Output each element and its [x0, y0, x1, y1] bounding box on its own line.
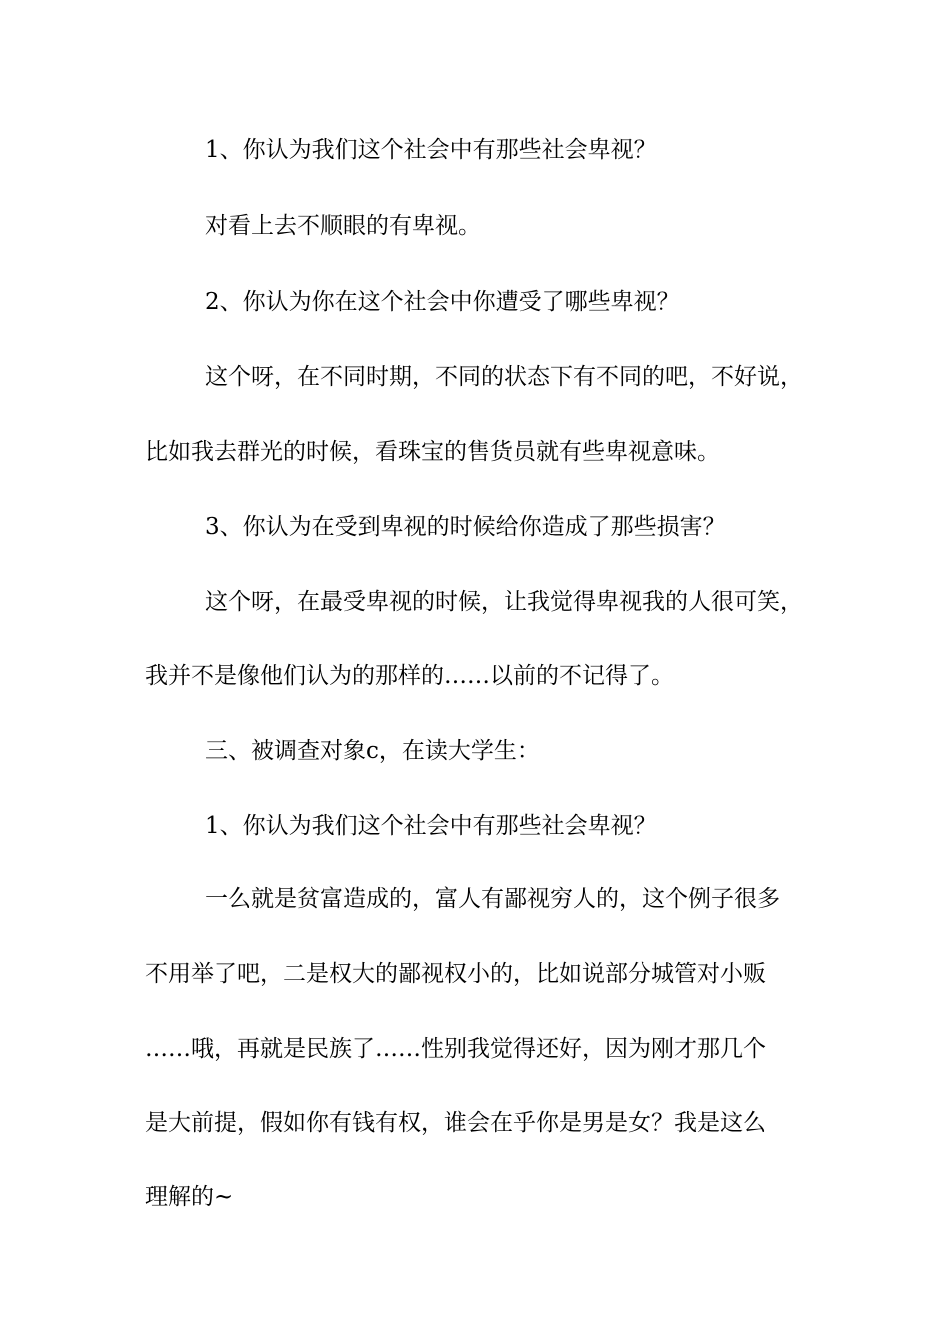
question-3: 3、你认为在受到卑视的时候给你造成了那些损害？ — [205, 514, 726, 540]
answer-3-line-2: 我并不是像他们认为的那样的……以前的不记得了。 — [145, 663, 674, 689]
answer-c-1-line-3: ……哦，再就是民族了……性别我觉得还好，因为刚才那几个 — [145, 1036, 766, 1062]
answer-c-1-line-5: 理解的~ — [145, 1184, 234, 1210]
answer-c-1-line-1: 一么就是贫富造成的，富人有鄙视穷人的，这个例子很多 — [205, 886, 780, 912]
question-1: 1、你认为我们这个社会中有那些社会卑视？ — [205, 137, 657, 163]
answer-c-1-line-2: 不用举了吧，二是权大的鄙视权小的，比如说部分城管对小贩 — [145, 961, 766, 987]
question-2: 2、你认为你在这个社会中你遭受了哪些卑视？ — [205, 289, 680, 315]
answer-1: 对看上去不顺眼的有卑视。 — [205, 213, 481, 239]
answer-2-line-1: 这个呀，在不同时期，不同的状态下有不同的吧，不好说， — [205, 364, 803, 390]
answer-3-line-1: 这个呀，在最受卑视的时候，让我觉得卑视我的人很可笑， — [205, 589, 803, 615]
answer-2-line-2: 比如我去群光的时候，看珠宝的售货员就有些卑视意味。 — [145, 439, 720, 465]
answer-c-1-line-4: 是大前提，假如你有钱有权，谁会在乎你是男是女？我是这么 — [145, 1110, 766, 1136]
section-heading: 三、被调查对象c，在读大学生： — [205, 738, 540, 764]
question-c-1: 1、你认为我们这个社会中有那些社会卑视？ — [205, 813, 657, 839]
